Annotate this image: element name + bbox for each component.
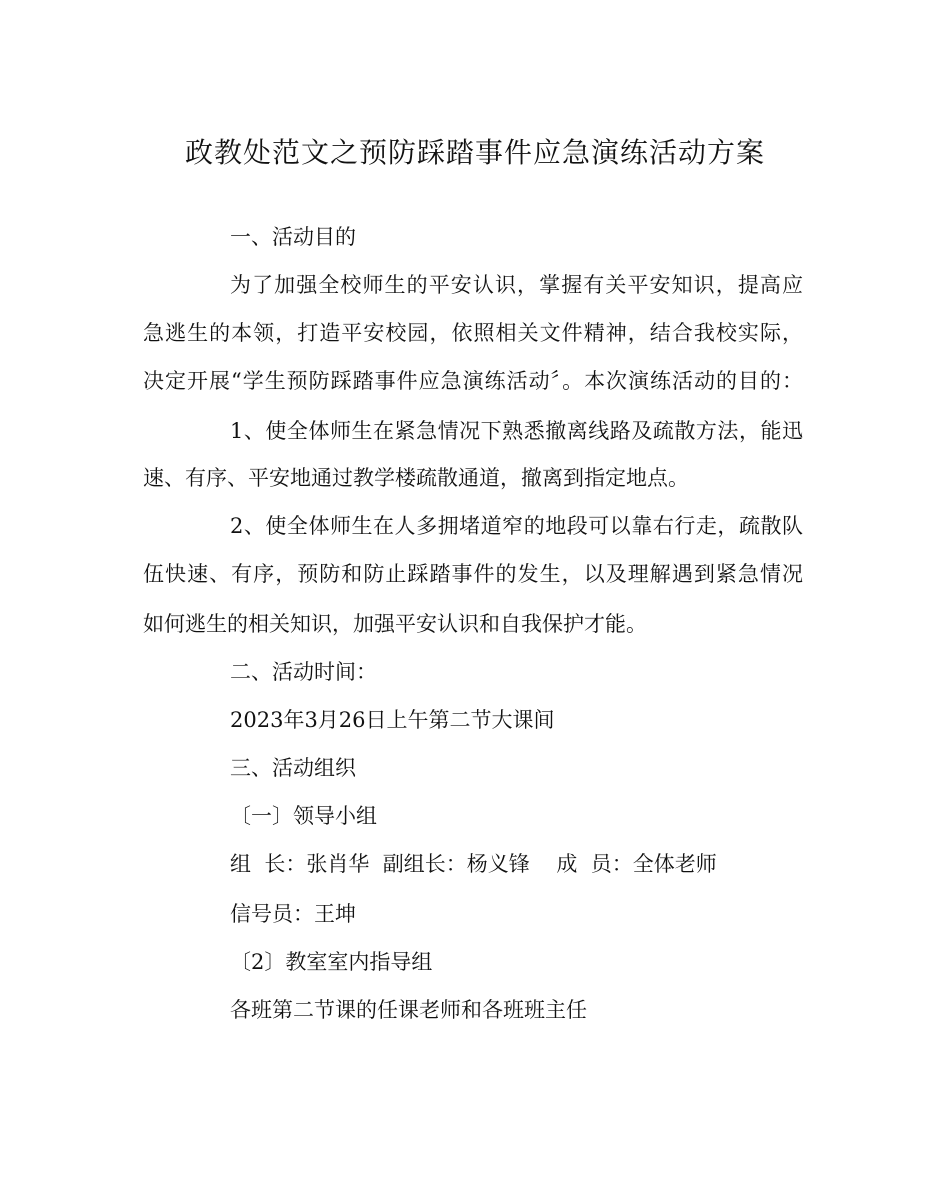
- section3-heading: 三、活动组织: [230, 756, 356, 780]
- list-item-line: 伍快速、有序，预防和防止踩踏事件的发生，以及理解遇到紧急情况: [143, 562, 803, 586]
- group1-heading: 〔一〕领导小组: [230, 804, 377, 828]
- paragraph-line: 为了加强全校师生的平安认识，掌握有关平安知识，提高应: [230, 273, 803, 297]
- document-title: 政教处范文之预防踩踏事件应急演练活动方案: [184, 136, 765, 169]
- paragraph-line: 决定开展“学生预防踩踏事件应急演练活动〞。本次演练活动的目的：: [143, 369, 803, 393]
- paragraph-line: 急逃生的本领，打造平安校园，依照相关文件精神，结合我校实际，: [143, 321, 803, 345]
- activity-time: 2023年3月26日上午第二节大课间: [230, 708, 555, 732]
- group2-heading: 〔2〕教室室内指导组: [230, 950, 433, 974]
- list-item-line: 速、有序、平安地通过教学楼疏散通道，撤离到指定地点。: [143, 466, 689, 490]
- list-item-line: 2、使全体师生在人多拥堵道窄的地段可以靠右行走，疏散队: [230, 514, 803, 538]
- list-item-line: 如何逃生的相关知识，加强平安认识和自我保护才能。: [143, 612, 647, 636]
- group2-members: 各班第二节课的任课老师和各班班主任: [230, 998, 587, 1022]
- group1-members: 组 长：张肖华 副组长：杨义锋 成 员：全体老师: [230, 852, 717, 876]
- list-item-line: 1、使全体师生在紧急情况下熟悉撤离线路及疏散方法，能迅: [230, 419, 803, 443]
- section2-heading: 二、活动时间：: [230, 660, 377, 684]
- section1-heading: 一、活动目的: [230, 225, 356, 249]
- signal-person: 信号员：王坤: [230, 902, 356, 926]
